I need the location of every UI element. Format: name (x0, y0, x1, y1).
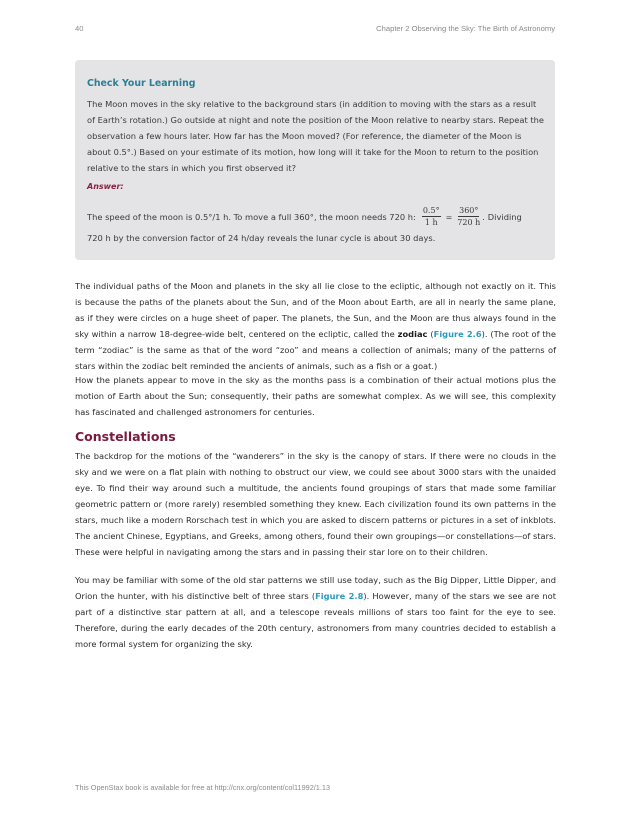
fraction-denominator: 1 h (424, 218, 438, 227)
paragraph-text: ). (The root of the term “zodiac” is the same as that of the word “zoo” and means a collection of animals; many of the patterns of stars within the zodiac belt reminded the ancients of animals, such as a fish or a goat.) (75, 329, 557, 371)
paragraph-star-patterns (75, 572, 556, 652)
paragraph-text: The individual paths of the Moon and planets in the sky all lie close to the ecliptic, although not exactly on it. This is because the paths of the planets about the Sun, and of the Moon about Earth, are all in nearly the same plane, as if they were circles on a huge sheet of paper. The planets, the Sun, and the Moon are thus always found in the sky within a narrow 18-degree-wide belt, centered on the ecliptic, called the (75, 281, 556, 339)
equation-right-fraction (457, 206, 480, 228)
fraction-numerator: 360° (459, 206, 479, 215)
answer-text-continued: Dividing (487, 212, 522, 222)
answer-text: The speed of the moon is 0.5°/1 h. To move a full 360°, the moon needs 720 h: (87, 212, 416, 222)
paragraph-text: ). However, many of the stars we see are not part of a distinctive star pattern at all, and a telescope reveals millions of stars too faint for the eye to see. Therefore, during the early decades of the 20th century, astronomers from many countries decided to establish a more formal system for organizing the sky. (75, 591, 556, 649)
open-paren: ( (430, 329, 434, 339)
section-heading-constellations: Constellations (75, 429, 176, 444)
answer-conclusion: 720 h by the conversion factor of 24 h/day reveals the lunar cycle is about 30 days. (87, 233, 436, 243)
paragraph-planet-motion: How the planets appear to move in the sky as the months pass is a combination of their actual motions plus the motion of Earth about the Sun; consequently, their paths are somewhat complex. As we will see, this complexity has fascinated and challenged astronomers for centuries. (75, 375, 556, 417)
fraction-numerator: 0.5° (422, 206, 440, 215)
check-your-learning-question: The Moon moves in the sky relative to the background stars (in addition to moving with the stars as a result of Earth’s rotation.) Go outside at night and note the position of the Moon relative to nearby stars. Repeat the observation a few hours later. How far has the Moon moved? (For reference, the diameter of the Moon is about 0.5°.) Based on your estimate of its motion, how long will it take for the Moon to return to the position relative to the stars in which you first observed it? (87, 99, 544, 173)
paragraph-text: You may be familiar with some of the old star patterns we still use today, such as the Big Dipper, Little Dipper, and Orion the hunter, with his distinctive belt of three stars ( (75, 575, 556, 601)
key-term-zodiac: zodiac (397, 329, 428, 339)
figure-2-8-link[interactable]: Figure 2.8 (315, 591, 364, 601)
equals-sign: = (445, 212, 453, 222)
fraction-denominator: 720 h (457, 218, 481, 227)
page-number: 40 (75, 24, 84, 33)
answer-label: Answer: (87, 182, 124, 191)
rate-equation (420, 206, 485, 228)
paragraph-ecliptic (75, 278, 556, 374)
page-footer: This OpenStax book is available for free at http://cnx.org/content/col11992/1.13 (75, 783, 331, 792)
equation-period: . (482, 212, 485, 222)
answer-line (87, 206, 547, 228)
paragraph-star-groupings: The backdrop for the motions of the “wanderers” in the sky is the canopy of stars. If there were no clouds in the sky and we were on a flat plain with nothing to obstruct our view, we could see about 3000 stars with the unaided eye. To find their way around such a multitude, the ancients found groupings of stars that made some familiar geometric pattern or (more rarely) resembled something they knew. Each civilization found its own patterns in the stars, much like a modern Rorschach test in which you are asked to discern patterns or pictures in a set of inkblots. The ancient Chinese, Egyptians, and Greeks, among others, found their own groupings—or constellations—of stars. These were helpful in navigating among the stars and in passing their star lore on to their children. (75, 451, 556, 557)
figure-2-6-link[interactable]: Figure 2.6 (433, 329, 482, 339)
check-your-learning-box (75, 60, 555, 260)
chapter-title: Chapter 2 Observing the Sky: The Birth of Astronomy (376, 24, 555, 33)
equation-left-fraction (422, 206, 441, 228)
check-your-learning-title: Check Your Learning (87, 78, 196, 89)
